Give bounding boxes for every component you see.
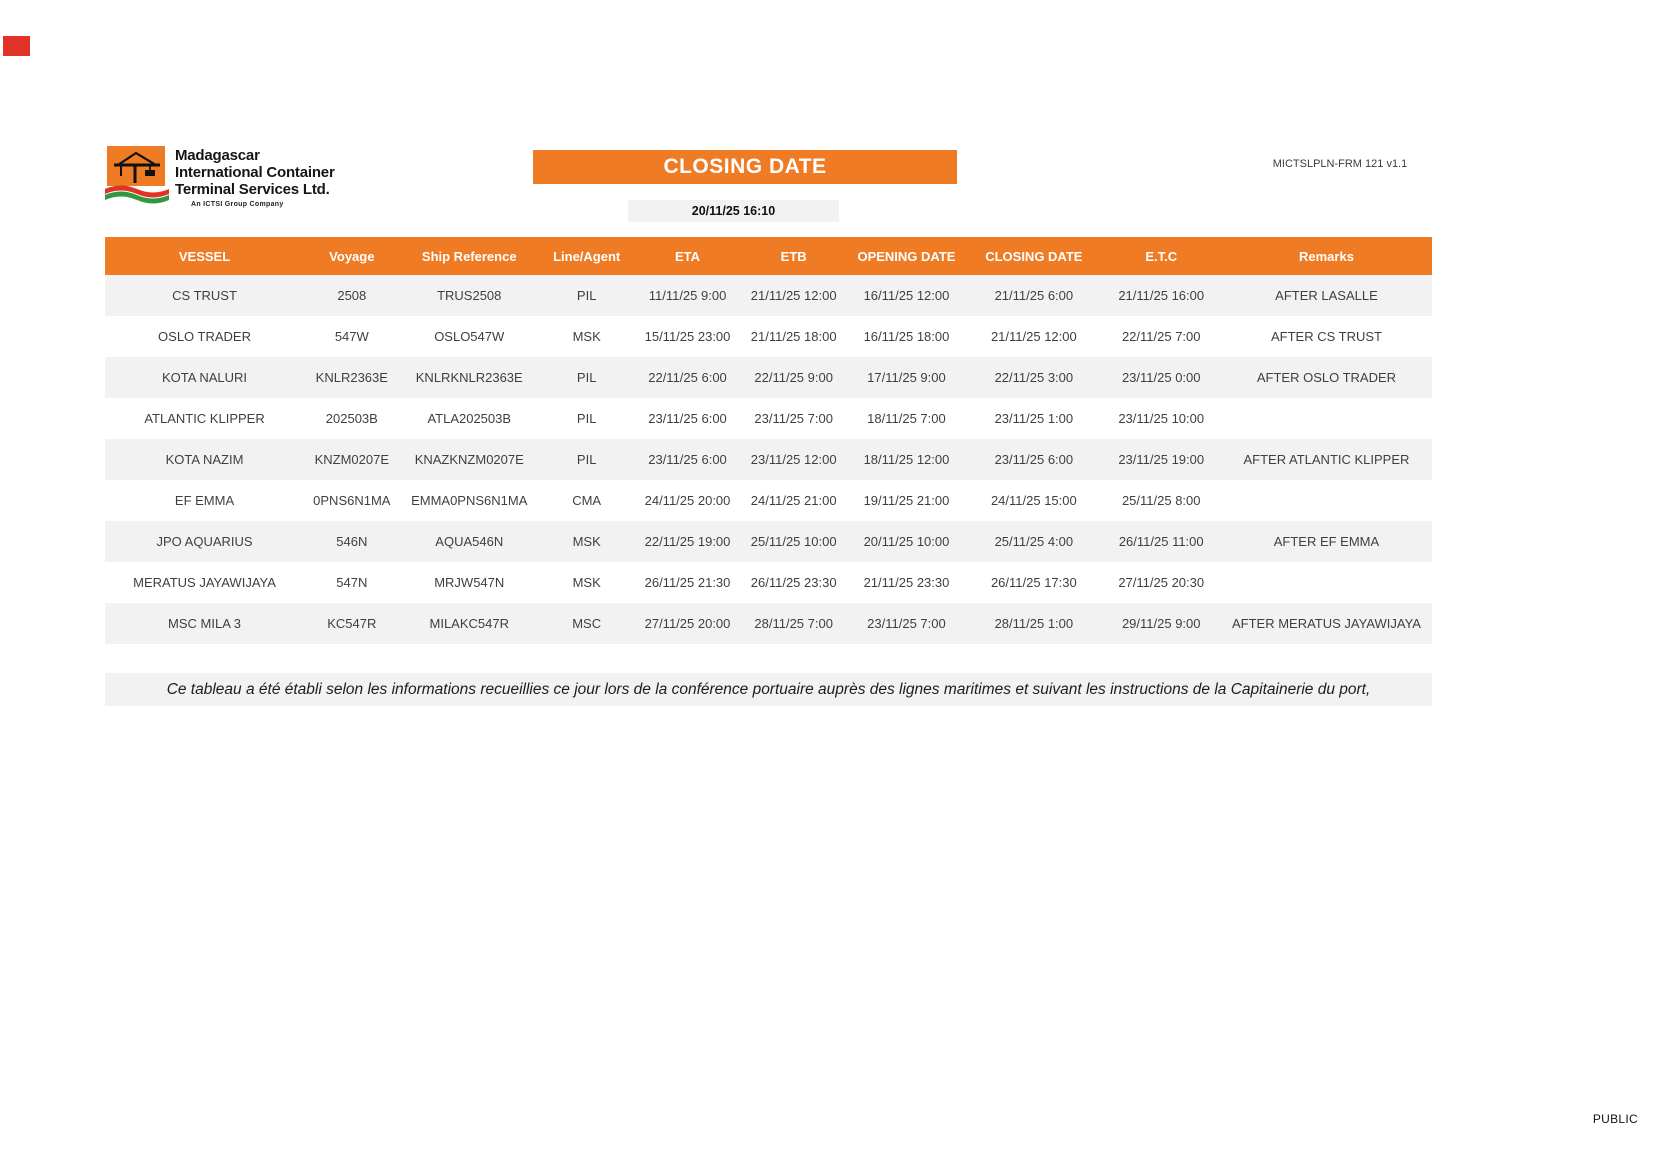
cell-closing_date: 25/11/25 4:00 <box>994 534 1074 549</box>
cell-eta: 23/11/25 6:00 <box>648 411 727 426</box>
cell-vessel: JPO AQUARIUS <box>156 534 253 549</box>
cell-line_agent: PIL <box>576 288 597 303</box>
cell-opening_date: 16/11/25 18:00 <box>863 329 950 344</box>
cell-etb: 23/11/25 7:00 <box>754 411 833 426</box>
cell-etb: 24/11/25 21:00 <box>750 493 837 508</box>
cell-closing_date: 24/11/25 15:00 <box>990 493 1077 508</box>
cell-ship_reference: KNLRKNLR2363E <box>415 370 523 385</box>
classification-label: PUBLIC <box>1592 1112 1638 1126</box>
cell-remarks <box>1221 562 1432 603</box>
cell-voyage: KNZM0207E <box>314 452 390 467</box>
cell-ship_reference: TRUS2508 <box>437 288 502 303</box>
cell-etb: 28/11/25 7:00 <box>754 616 833 631</box>
cell-etc: 23/11/25 10:00 <box>1118 411 1205 426</box>
cell-etc: 23/11/25 19:00 <box>1118 452 1205 467</box>
closing-date-banner: CLOSING DATE <box>533 150 957 184</box>
table-header-row <box>105 237 1432 275</box>
cell-voyage: 0PNS6N1MA <box>313 493 391 508</box>
cell-etb: 25/11/25 10:00 <box>750 534 837 549</box>
cell-remarks <box>1221 480 1432 521</box>
company-logo <box>105 144 335 208</box>
footnote-text: Ce tableau a été établi selon les informations recueillies ce jour lors de la conférence portuaire auprès des lignes maritimes et suivant les instructions de la Capitainerie du port, <box>166 680 1371 698</box>
column-header-etc: E.T.C <box>1102 237 1221 275</box>
cell-closing_date: 23/11/25 6:00 <box>994 452 1074 467</box>
cell-eta: 22/11/25 19:00 <box>644 534 731 549</box>
cell-etc: 22/11/25 7:00 <box>1121 329 1201 344</box>
table-row <box>105 439 1432 480</box>
cell-etb: 23/11/25 12:00 <box>750 452 837 467</box>
table-row <box>105 562 1432 603</box>
cell-vessel: MERATUS JAYAWIJAYA <box>133 575 276 590</box>
cell-closing_date: 23/11/25 1:00 <box>994 411 1074 426</box>
cell-voyage: KC547R <box>327 616 377 631</box>
cell-line_agent: MSC <box>572 616 602 631</box>
cell-voyage: 547N <box>336 575 368 590</box>
cell-vessel: KOTA NALURI <box>162 370 248 385</box>
cell-remarks: AFTER EF EMMA <box>1273 534 1380 549</box>
cell-line_agent: PIL <box>576 370 597 385</box>
cell-ship_reference: EMMA0PNS6N1MA <box>411 493 528 508</box>
cell-eta: 24/11/25 20:00 <box>644 493 731 508</box>
cell-ship_reference: KNAZKNZM0207E <box>414 452 524 467</box>
cell-vessel: MSC MILA 3 <box>168 616 241 631</box>
cell-opening_date: 16/11/25 12:00 <box>863 288 950 303</box>
table-row <box>105 357 1432 398</box>
cell-line_agent: PIL <box>576 411 597 426</box>
logo-text-line1: Madagascar <box>175 147 260 164</box>
cell-voyage: 547W <box>334 329 369 344</box>
logo-tagline: An ICTSI Group Company <box>191 201 284 209</box>
cell-etb: 21/11/25 12:00 <box>750 288 837 303</box>
cell-line_agent: MSK <box>572 329 601 344</box>
table-row <box>105 480 1432 521</box>
logo-text <box>175 144 335 208</box>
cell-line_agent: CMA <box>572 493 602 508</box>
cell-remarks: AFTER OSLO TRADER <box>1256 370 1397 385</box>
cell-eta: 15/11/25 23:00 <box>644 329 731 344</box>
cell-ship_reference: AQUA546N <box>435 534 504 549</box>
column-header-etb: ETB <box>741 237 847 275</box>
table-row <box>105 275 1432 316</box>
cell-remarks: AFTER LASALLE <box>1275 288 1378 303</box>
cell-remarks <box>1221 398 1432 439</box>
vessel-schedule-table <box>105 237 1432 644</box>
cell-etc: 27/11/25 20:30 <box>1118 575 1205 590</box>
form-reference: MICTSLPLN-FRM 121 v1.1 <box>1272 158 1408 170</box>
cell-voyage: 546N <box>336 534 368 549</box>
logo-crane-flag-icon <box>105 144 169 206</box>
cell-opening_date: 17/11/25 9:00 <box>867 370 946 385</box>
table-row <box>105 521 1432 562</box>
cell-etb: 21/11/25 18:00 <box>750 329 837 344</box>
logo-text-line3: Terminal Services Ltd. <box>175 180 330 198</box>
cell-opening_date: 23/11/25 7:00 <box>867 616 946 631</box>
cell-opening_date: 19/11/25 21:00 <box>863 493 950 508</box>
cell-etc: 26/11/25 11:00 <box>1118 534 1204 549</box>
cell-opening_date: 18/11/25 7:00 <box>867 411 946 426</box>
column-header-vessel: VESSEL <box>105 237 304 275</box>
cell-vessel: CS TRUST <box>172 288 237 303</box>
cell-etc: 25/11/25 8:00 <box>1121 493 1201 508</box>
cell-ship_reference: MRJW547N <box>434 575 505 590</box>
cell-voyage: 202503B <box>325 411 378 426</box>
cell-closing_date: 22/11/25 3:00 <box>994 370 1074 385</box>
cell-eta: 26/11/25 21:30 <box>644 575 731 590</box>
column-header-remarks: Remarks <box>1221 237 1432 275</box>
cell-line_agent: MSK <box>572 534 601 549</box>
cell-vessel: OSLO TRADER <box>158 329 251 344</box>
column-header-eta: ETA <box>634 237 740 275</box>
cell-opening_date: 21/11/25 23:30 <box>863 575 950 590</box>
logo-text-line2: International Container <box>175 163 335 181</box>
cell-etb: 26/11/25 23:30 <box>750 575 837 590</box>
cell-eta: 27/11/25 20:00 <box>644 616 731 631</box>
cell-remarks: AFTER MERATUS JAYAWIJAYA <box>1231 616 1421 631</box>
cell-voyage: KNLR2363E <box>315 370 388 385</box>
cell-opening_date: 18/11/25 12:00 <box>863 452 950 467</box>
cell-vessel: KOTA NAZIM <box>165 452 244 467</box>
cell-ship_reference: ATLA202503B <box>427 411 512 426</box>
column-header-voyage: Voyage <box>304 237 400 275</box>
table-row <box>105 316 1432 357</box>
table-body <box>105 275 1432 644</box>
cell-vessel: ATLANTIC KLIPPER <box>144 411 265 426</box>
cell-opening_date: 20/11/25 10:00 <box>863 534 950 549</box>
cell-ship_reference: MILAKC547R <box>429 616 509 631</box>
cell-line_agent: PIL <box>576 452 597 467</box>
cell-etc: 23/11/25 0:00 <box>1121 370 1201 385</box>
cell-closing_date: 28/11/25 1:00 <box>994 616 1074 631</box>
table-row <box>105 398 1432 439</box>
cell-ship_reference: OSLO547W <box>434 329 505 344</box>
column-header-line_agent: Line/Agent <box>539 237 635 275</box>
cell-closing_date: 21/11/25 6:00 <box>994 288 1074 303</box>
red-corner-mark <box>3 36 30 56</box>
cell-etc: 21/11/25 16:00 <box>1118 288 1205 303</box>
cell-etc: 29/11/25 9:00 <box>1121 616 1201 631</box>
column-header-ship_reference: Ship Reference <box>400 237 539 275</box>
footnote-bar <box>105 673 1432 706</box>
cell-etb: 22/11/25 9:00 <box>754 370 833 385</box>
cell-eta: 23/11/25 6:00 <box>648 452 727 467</box>
table-row <box>105 603 1432 644</box>
report-datetime: 20/11/25 16:10 <box>628 200 839 222</box>
cell-voyage: 2508 <box>337 288 367 303</box>
cell-vessel: EF EMMA <box>174 493 235 508</box>
cell-closing_date: 26/11/25 17:30 <box>990 575 1077 590</box>
cell-remarks: AFTER CS TRUST <box>1270 329 1382 344</box>
cell-remarks: AFTER ATLANTIC KLIPPER <box>1243 452 1410 467</box>
cell-eta: 22/11/25 6:00 <box>648 370 727 385</box>
cell-line_agent: MSK <box>572 575 601 590</box>
column-header-closing_date: CLOSING DATE <box>966 237 1101 275</box>
column-header-opening_date: OPENING DATE <box>847 237 966 275</box>
cell-eta: 11/11/25 9:00 <box>648 288 727 303</box>
cell-closing_date: 21/11/25 12:00 <box>990 329 1077 344</box>
